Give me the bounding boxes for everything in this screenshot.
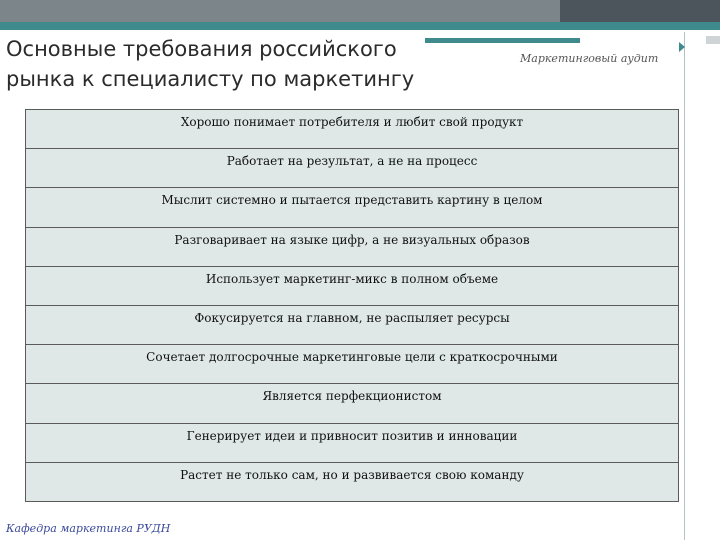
- slide-subtitle: Маркетинговый аудит: [520, 52, 659, 65]
- requirement-row: Работает на результат, а не на процесс: [26, 149, 678, 188]
- title-accent-line: [425, 38, 580, 43]
- requirement-row: Фокусируется на главном, не распыляет ресурсы: [26, 306, 678, 345]
- requirement-row: Является перфекционистом: [26, 384, 678, 423]
- requirement-row: Разговаривает на языке цифр, а не визуальных образов: [26, 228, 678, 267]
- requirement-row: Генерирует идеи и привносит позитив и инновации: [26, 424, 678, 463]
- requirement-row: Использует маркетинг-микс в полном объеме: [26, 267, 678, 306]
- requirements-table: [25, 109, 679, 502]
- page-title: Основные требования российского рынка к специалисту по маркетингу: [6, 37, 415, 91]
- right-decor-strip: [684, 32, 720, 540]
- slide-marker-icon: [679, 42, 685, 52]
- requirement-row: Растет не только сам, но и развивается свою команду: [180, 467, 524, 482]
- right-decor-accent: [706, 36, 720, 44]
- requirement-row: Хорошо понимает потребителя и любит свой продукт: [26, 110, 678, 149]
- requirement-row: Мыслит системно и пытается представить картину в целом: [26, 188, 678, 227]
- top-decor-bar-dark: [560, 0, 720, 22]
- requirement-row: Сочетает долгосрочные маркетинговые цели с краткосрочными: [26, 345, 678, 384]
- footer-department: Кафедра маркетинга РУДН: [6, 522, 171, 535]
- accent-stripe: [0, 22, 720, 30]
